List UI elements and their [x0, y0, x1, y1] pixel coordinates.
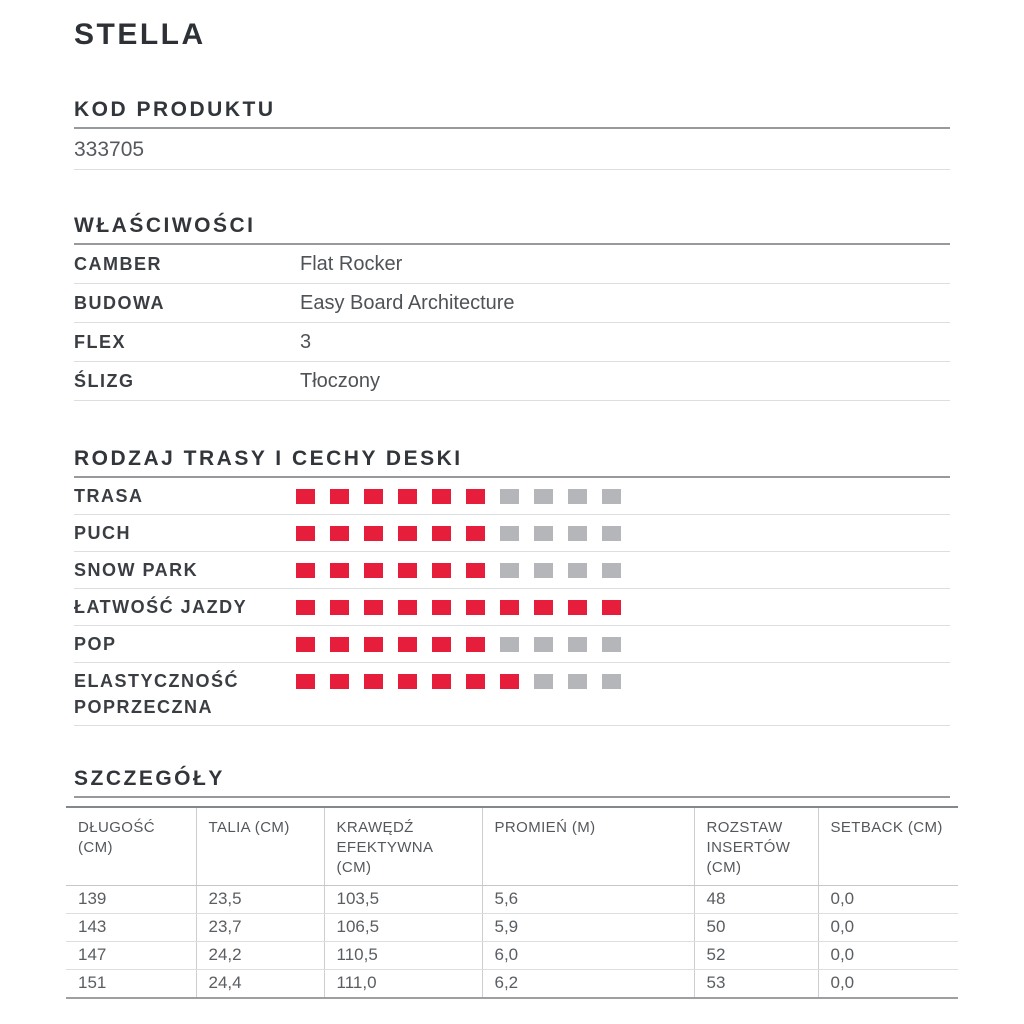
rating-square-empty	[534, 637, 553, 652]
property-value: Easy Board Architecture	[300, 292, 515, 314]
rating-square-empty	[602, 489, 621, 504]
details-cell: 147	[66, 942, 196, 970]
details-heading: SZCZEGÓŁY	[74, 767, 950, 798]
rating-square-empty	[568, 637, 587, 652]
rating-square-empty	[602, 674, 621, 689]
rating-square-empty	[500, 489, 519, 504]
rating-square-empty	[534, 563, 553, 578]
rating-square-filled	[466, 563, 485, 578]
rating-square-empty	[568, 526, 587, 541]
rating-square-filled	[296, 563, 315, 578]
details-cell: 53	[694, 970, 818, 999]
ratings-heading: RODZAJ TRASY I CECHY DESKI	[74, 447, 950, 478]
rating-square-filled	[296, 637, 315, 652]
rating-square-empty	[500, 563, 519, 578]
rating-label: POP	[74, 634, 117, 654]
details-row	[66, 970, 958, 999]
rating-square-empty	[534, 674, 553, 689]
rating-bar	[296, 489, 621, 504]
rating-square-filled	[364, 600, 383, 615]
property-row	[74, 284, 950, 323]
ratings-rows	[74, 478, 950, 726]
details-header-cell: KRAWĘDŹ EFEKTYWNA (CM)	[324, 807, 482, 886]
rating-square-filled	[364, 526, 383, 541]
rating-square-filled	[534, 600, 553, 615]
rating-row	[74, 626, 950, 663]
details-row	[66, 886, 958, 914]
rating-bar	[296, 526, 621, 541]
rating-square-filled	[500, 600, 519, 615]
details-cell: 110,5	[324, 942, 482, 970]
rating-square-filled	[432, 563, 451, 578]
rating-square-filled	[330, 563, 349, 578]
property-label: ŚLIZG	[74, 371, 135, 391]
section-ratings	[74, 447, 950, 726]
properties-heading: WŁAŚCIWOŚCI	[74, 214, 950, 245]
product-code-heading: KOD PRODUKTU	[74, 98, 950, 129]
details-cell: 48	[694, 886, 818, 914]
details-table	[66, 806, 958, 999]
rating-label: SNOW PARK	[74, 560, 199, 580]
rating-square-empty	[500, 637, 519, 652]
rating-square-filled	[466, 674, 485, 689]
section-product-code	[74, 98, 950, 170]
details-cell: 0,0	[818, 886, 958, 914]
rating-square-empty	[568, 563, 587, 578]
rating-bar	[296, 600, 621, 615]
details-cell: 5,6	[482, 886, 694, 914]
rating-square-filled	[466, 600, 485, 615]
details-header-cell: DŁUGOŚĆ (CM)	[66, 807, 196, 886]
details-header-cell: SETBACK (CM)	[818, 807, 958, 886]
property-label: BUDOWA	[74, 293, 165, 313]
rating-square-empty	[534, 489, 553, 504]
rating-bar	[296, 674, 621, 689]
details-cell: 0,0	[818, 942, 958, 970]
rating-row	[74, 589, 950, 626]
details-cell: 52	[694, 942, 818, 970]
rating-row	[74, 663, 950, 726]
details-row	[66, 914, 958, 942]
details-cell: 0,0	[818, 970, 958, 999]
page-title: STELLA	[74, 18, 206, 51]
details-row	[66, 942, 958, 970]
details-cell: 23,7	[196, 914, 324, 942]
details-header-cell: ROZSTAW INSERTÓW (CM)	[694, 807, 818, 886]
rating-square-filled	[432, 600, 451, 615]
details-header-cell: TALIA (CM)	[196, 807, 324, 886]
rating-square-filled	[466, 526, 485, 541]
rating-square-filled	[602, 600, 621, 615]
rating-square-filled	[398, 563, 417, 578]
rating-square-empty	[568, 489, 587, 504]
rating-square-filled	[364, 637, 383, 652]
rating-square-filled	[466, 637, 485, 652]
rating-square-filled	[296, 600, 315, 615]
details-header-row	[66, 807, 958, 886]
property-value: 3	[300, 331, 312, 353]
details-cell: 24,4	[196, 970, 324, 999]
rating-square-empty	[602, 563, 621, 578]
property-label: FLEX	[74, 332, 127, 352]
rating-bar	[296, 563, 621, 578]
rating-square-filled	[296, 526, 315, 541]
product-code-value: 333705	[74, 129, 950, 170]
rating-square-filled	[500, 674, 519, 689]
rating-label: ELASTYCZNOŚĆ POPRZECZNA	[74, 671, 240, 717]
details-cell: 0,0	[818, 914, 958, 942]
details-cell: 151	[66, 970, 196, 999]
rating-square-filled	[432, 489, 451, 504]
rating-square-filled	[398, 637, 417, 652]
rating-square-filled	[466, 489, 485, 504]
rating-square-filled	[432, 637, 451, 652]
rating-square-filled	[330, 600, 349, 615]
rating-square-filled	[330, 637, 349, 652]
rating-square-filled	[432, 674, 451, 689]
rating-square-filled	[296, 674, 315, 689]
details-cell: 143	[66, 914, 196, 942]
rating-square-filled	[398, 600, 417, 615]
details-header-cell: PROMIEŃ (M)	[482, 807, 694, 886]
rating-square-filled	[364, 563, 383, 578]
section-properties	[74, 214, 950, 401]
details-cell: 50	[694, 914, 818, 942]
rating-square-empty	[602, 526, 621, 541]
rating-square-filled	[330, 674, 349, 689]
details-cell: 103,5	[324, 886, 482, 914]
property-row	[74, 323, 950, 362]
details-cell: 24,2	[196, 942, 324, 970]
property-value: Flat Rocker	[300, 253, 403, 275]
rating-label: PUCH	[74, 523, 132, 543]
rating-square-empty	[602, 637, 621, 652]
rating-square-filled	[296, 489, 315, 504]
details-cell: 106,5	[324, 914, 482, 942]
rating-bar	[296, 637, 621, 652]
rating-square-filled	[568, 600, 587, 615]
property-row	[74, 245, 950, 284]
rating-square-filled	[398, 489, 417, 504]
rating-square-filled	[398, 526, 417, 541]
property-label: CAMBER	[74, 254, 162, 274]
rating-square-filled	[364, 489, 383, 504]
rating-row	[74, 478, 950, 515]
rating-row	[74, 552, 950, 589]
rating-square-filled	[364, 674, 383, 689]
details-cell: 111,0	[324, 970, 482, 999]
rating-square-empty	[500, 526, 519, 541]
rating-square-empty	[568, 674, 587, 689]
rating-row	[74, 515, 950, 552]
rating-square-filled	[432, 526, 451, 541]
rating-square-empty	[534, 526, 553, 541]
rating-square-filled	[330, 489, 349, 504]
property-row	[74, 362, 950, 401]
section-details	[74, 767, 950, 999]
details-cell: 23,5	[196, 886, 324, 914]
rating-label: TRASA	[74, 486, 144, 506]
details-cell: 6,0	[482, 942, 694, 970]
details-cell: 6,2	[482, 970, 694, 999]
rating-label: ŁATWOŚĆ JAZDY	[74, 597, 248, 617]
properties-rows	[74, 245, 950, 401]
rating-square-filled	[398, 674, 417, 689]
details-body	[66, 886, 958, 999]
details-cell: 139	[66, 886, 196, 914]
property-value: Tłoczony	[300, 370, 381, 392]
rating-square-filled	[330, 526, 349, 541]
details-cell: 5,9	[482, 914, 694, 942]
